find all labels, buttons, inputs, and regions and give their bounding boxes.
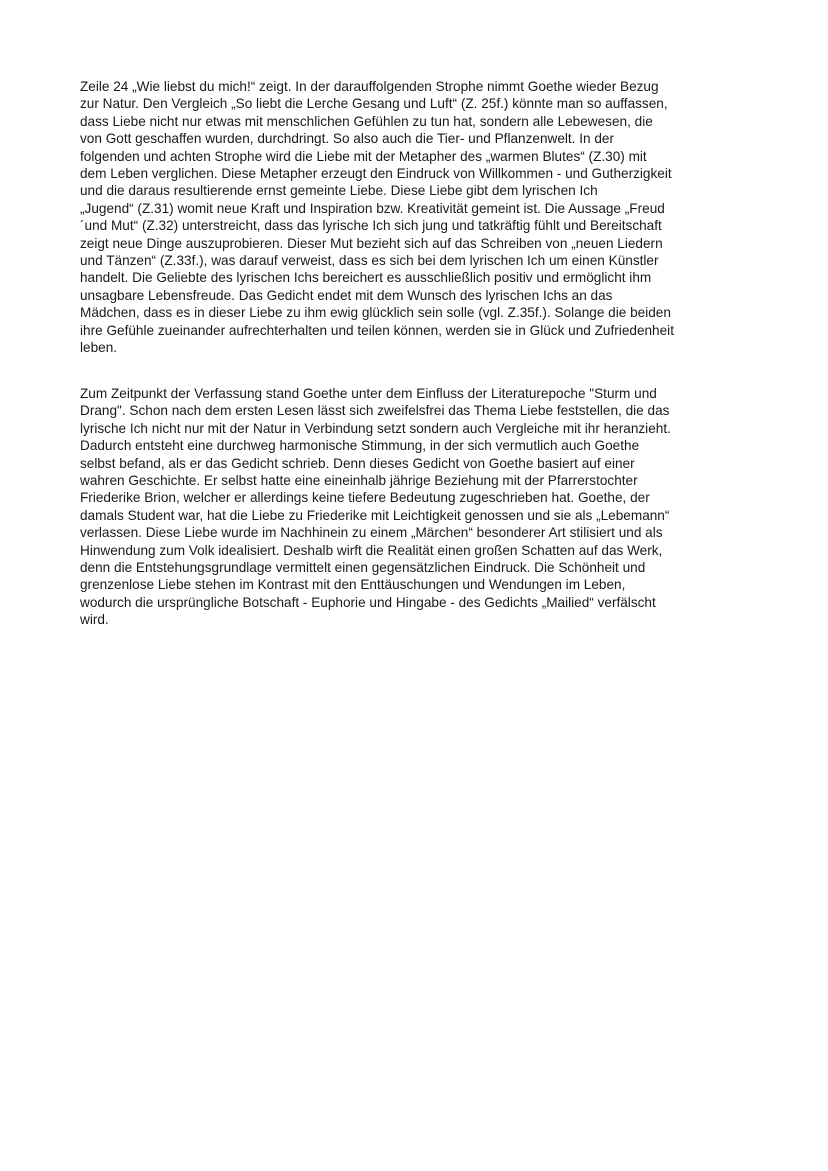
paragraph-line: grenzenlose Liebe stehen im Kontrast mit den Enttäuschungen und Wendungen im Leben, [80, 577, 626, 593]
paragraph-line: Dadurch entsteht eine durchweg harmonische Stimmung, in der sich vermutlich auch Goethe [80, 438, 640, 454]
paragraph-line: dem Leben verglichen. Diese Metapher erzeugt den Eindruck von Willkommen - und Gutherzigkeit [80, 166, 672, 182]
paragraph-2 [80, 385, 750, 629]
paragraph-line: verlassen. Diese Liebe wurde im Nachhinein zu einem „Märchen“ besonderer Art stilisiert und als [80, 525, 663, 541]
paragraph-line: Hinwendung zum Volk idealisiert. Deshalb wirft die Realität einen großen Schatten auf das Werk, [80, 542, 663, 558]
paragraph-line: ihre Gefühle zueinander aufrechterhalten und teilen können, werden sie in Glück und Zufriedenheit [80, 322, 674, 338]
paragraph-line: lyrische Ich nicht nur mit der Natur in Verbindung setzt sondern auch Vergleiche mit ihr heranzieht. [80, 420, 671, 436]
paragraph-line: von Gott geschaffen wurden, durchdringt. So also auch die Tier- und Pflanzenwelt. In der [80, 131, 614, 147]
paragraph-line: Zum Zeitpunkt der Verfassung stand Goethe unter dem Einfluss der Literaturepoche "Sturm und [80, 386, 657, 401]
paragraph-line: wird. [80, 612, 109, 628]
paragraph-line: „Jugend“ (Z.31) womit neue Kraft und Inspiration bzw. Kreativität gemeint ist. Die Aussage „Freud [80, 200, 665, 216]
paragraph-line: wahren Geschichte. Er selbst hatte eine eineinhalb jährige Beziehung mit der Pfarrerstochter [80, 473, 638, 489]
paragraph-line: Mädchen, dass es in dieser Liebe zu ihm ewig glücklich sein solle (vgl. Z.35f.). Solange die beiden [80, 305, 671, 321]
paragraph-line: und Tänzen“ (Z.33f.), was darauf verweist, dass es sich bei dem lyrischen Ich um einen Künstler [80, 253, 659, 269]
paragraph-line: und die daraus resultierende ernst gemeinte Liebe. Diese Liebe gibt dem lyrischen Ich [80, 183, 598, 199]
paragraph-line: folgenden und achten Strophe wird die Liebe mit der Metapher des „warmen Blutes“ (Z.30) mit [80, 148, 647, 164]
paragraph-line: zeigt neue Dinge auszuprobieren. Dieser Mut bezieht sich auf das Schreiben von „neuen Liedern [80, 235, 663, 251]
paragraph-line: ´und Mut“ (Z.32) unterstreicht, dass das lyrische Ich sich jung und tatkräftig fühlt und Bereitschaft [80, 218, 662, 234]
paragraph-line: Zeile 24 „Wie liebst du mich!“ zeigt. In der darauffolgenden Strophe nimmt Goethe wieder Bezug [80, 79, 659, 94]
paragraph-line: dass Liebe nicht nur etwas mit menschlichen Gefühlen zu tun hat, sondern alle Lebewesen, die [80, 113, 653, 129]
paragraph-line: wodurch die ursprüngliche Botschaft - Euphorie und Hingabe - des Gedichts „Mailied“ verfälscht [80, 594, 656, 610]
paragraph-line: leben. [80, 340, 118, 356]
paragraph-line: unsagbare Lebensfreude. Das Gedicht endet mit dem Wunsch des lyrischen Ichs an das [80, 287, 613, 303]
paragraph-line: Drang". Schon nach dem ersten Lesen lässt sich zweifelsfrei das Thema Liebe feststellen, die das [80, 403, 670, 419]
paragraph-line: denn die Entstehungsgrundlage vermittelt einen gegensätzlichen Eindruck. Die Schönheit und [80, 560, 646, 576]
paragraph-line: zur Natur. Den Vergleich „So liebt die Lerche Gesang und Luft“ (Z. 25f.) könnte man so auffassen, [80, 96, 668, 112]
paragraph-line: selbst befand, als er das Gedicht schrieb. Denn dieses Gedicht von Goethe basiert auf einer [80, 455, 635, 471]
paragraph-line: damals Student war, hat die Liebe zu Friederike mit Leichtigkeit genossen und sie als „Lebemann“ [80, 507, 670, 523]
paragraph-1 [80, 78, 750, 357]
paragraph-line: handelt. Die Geliebte des lyrischen Ichs bereichert es ausschließlich positiv und ermöglicht ihm [80, 270, 652, 286]
paragraph-line: Friederike Brion, welcher er allerdings keine tiefere Bedeutung zugeschrieben hat. Goethe, der [80, 490, 650, 506]
